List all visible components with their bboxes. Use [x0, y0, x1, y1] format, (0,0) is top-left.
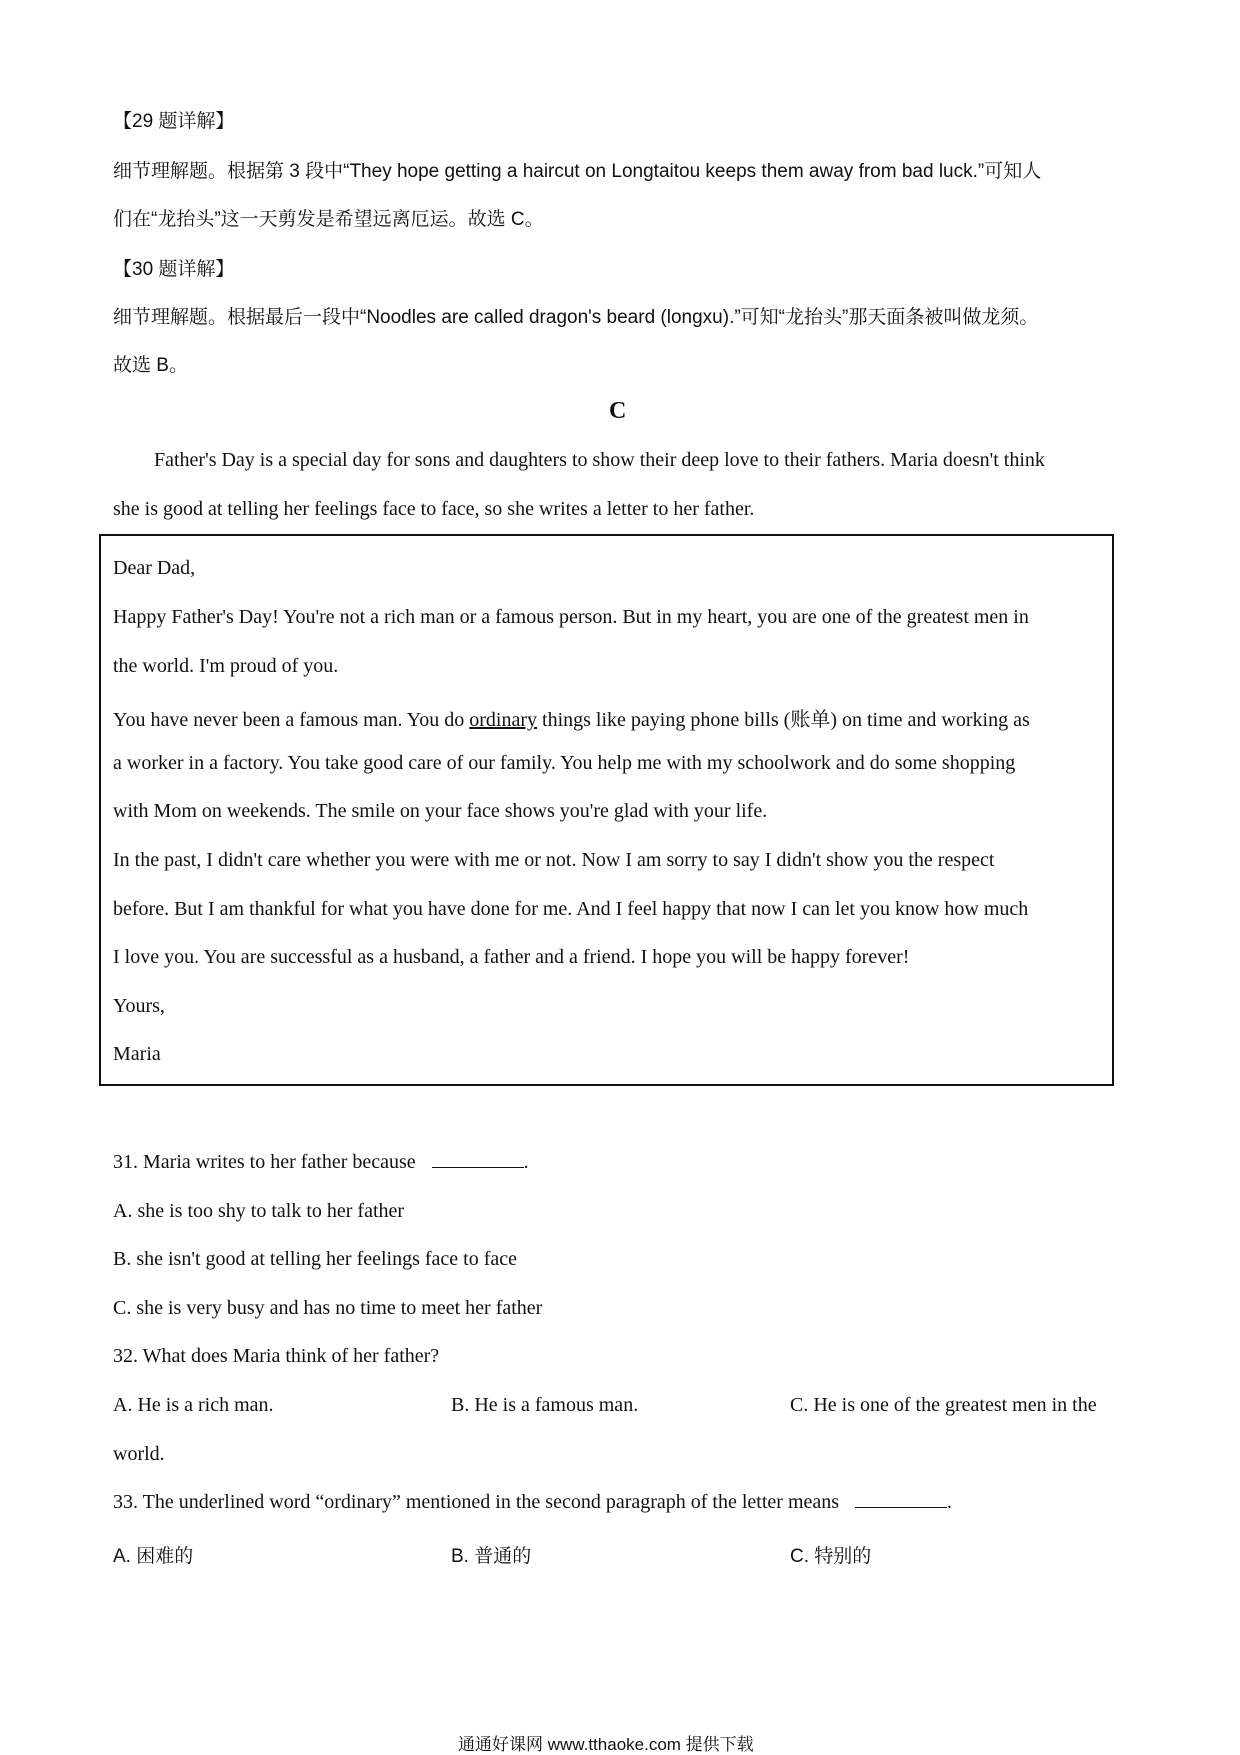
letter-p3-line-3: I love you. You are successful as a husband, a father and a friend. I hope you will be happy forever!	[113, 946, 910, 968]
underlined-word-ordinary: ordinary	[469, 709, 538, 731]
q29-explanation-line-2: 们在“龙抬头”这一天剪发是希望远离厄运。故选 C。	[113, 209, 544, 230]
q33-option-c: C. 特别的	[790, 1546, 872, 1567]
q31-stem-end: .	[523, 1151, 529, 1173]
q32-option-b: B. He is a famous man.	[451, 1394, 639, 1416]
letter-p2-after: things like paying phone bills (账单) on time and working as	[537, 709, 1030, 731]
q30-explanation-line-2: 故选 B。	[113, 355, 188, 376]
section-title: C	[609, 398, 627, 424]
letter-p1-line-1: Happy Father's Day! You're not a rich man or a famous person. But in my heart, you are one of the greatest men in	[113, 606, 1029, 628]
q32-option-a: A. He is a rich man.	[113, 1394, 274, 1416]
q32-stem: 32. What does Maria think of her father?	[113, 1345, 440, 1367]
letter-p1-line-2: the world. I'm proud of you.	[113, 655, 339, 677]
q32-option-c: C. He is one of the greatest men in the	[790, 1394, 1097, 1416]
letter-greeting: Dear Dad,	[113, 557, 196, 579]
letter-p2-before: You have never been a famous man. You do	[113, 709, 470, 731]
page-footer: 通通好课网 www.tthaoke.com 提供下载	[458, 1735, 754, 1754]
letter-p3-line-2: before. But I am thankful for what you have done for me. And I feel happy that now I can let you know how much	[113, 898, 1029, 920]
q33-option-a: A. 困难的	[113, 1546, 194, 1567]
letter-p3-line-1: In the past, I didn't care whether you were with me or not. Now I am sorry to say I didn't show you the respect	[113, 849, 995, 871]
q29-header: 【29 题详解】	[113, 111, 235, 132]
answer-blank	[855, 1491, 947, 1508]
letter-closing: Yours,	[113, 995, 165, 1017]
q30-explanation-line-1: 细节理解题。根据最后一段中“Noodles are called dragon's beard (longxu).”可知“龙抬头”那天面条被叫做龙须。	[113, 307, 1039, 328]
answer-blank	[432, 1151, 524, 1168]
q33-stem	[113, 1491, 952, 1514]
q30-header: 【30 题详解】	[113, 259, 235, 280]
q31-option-c: C. she is very busy and has no time to meet her father	[113, 1297, 543, 1319]
q31-stem	[113, 1151, 529, 1174]
q29-explanation-line-1: 细节理解题。根据第 3 段中“They hope getting a haircut on Longtaitou keeps them away from bad luck.”可知人	[113, 161, 1042, 182]
q33-stem-text: 33. The underlined word “ordinary” mentioned in the second paragraph of the letter means	[113, 1491, 840, 1513]
q32-option-c-continued: world.	[113, 1443, 165, 1465]
q33-stem-end: .	[947, 1491, 953, 1513]
intro-line-2: she is good at telling her feelings face to face, so she writes a letter to her father.	[113, 498, 755, 520]
letter-signature: Maria	[113, 1043, 161, 1065]
letter-p2-line-2: a worker in a factory. You take good care of our family. You help me with my schoolwork and do some shopping	[113, 752, 1016, 774]
q31-option-b: B. she isn't good at telling her feelings face to face	[113, 1248, 518, 1270]
letter-p2-line-3: with Mom on weekends. The smile on your face shows you're glad with your life.	[113, 800, 768, 822]
q33-option-b: B. 普通的	[451, 1546, 532, 1567]
q31-option-a: A. she is too shy to talk to her father	[113, 1200, 405, 1222]
q31-stem-text: 31. Maria writes to her father because	[113, 1151, 416, 1173]
letter-p2-line-1	[113, 703, 1030, 732]
intro-line-1: Father's Day is a special day for sons and daughters to show their deep love to their fathers. Maria doesn't think	[154, 449, 1045, 471]
